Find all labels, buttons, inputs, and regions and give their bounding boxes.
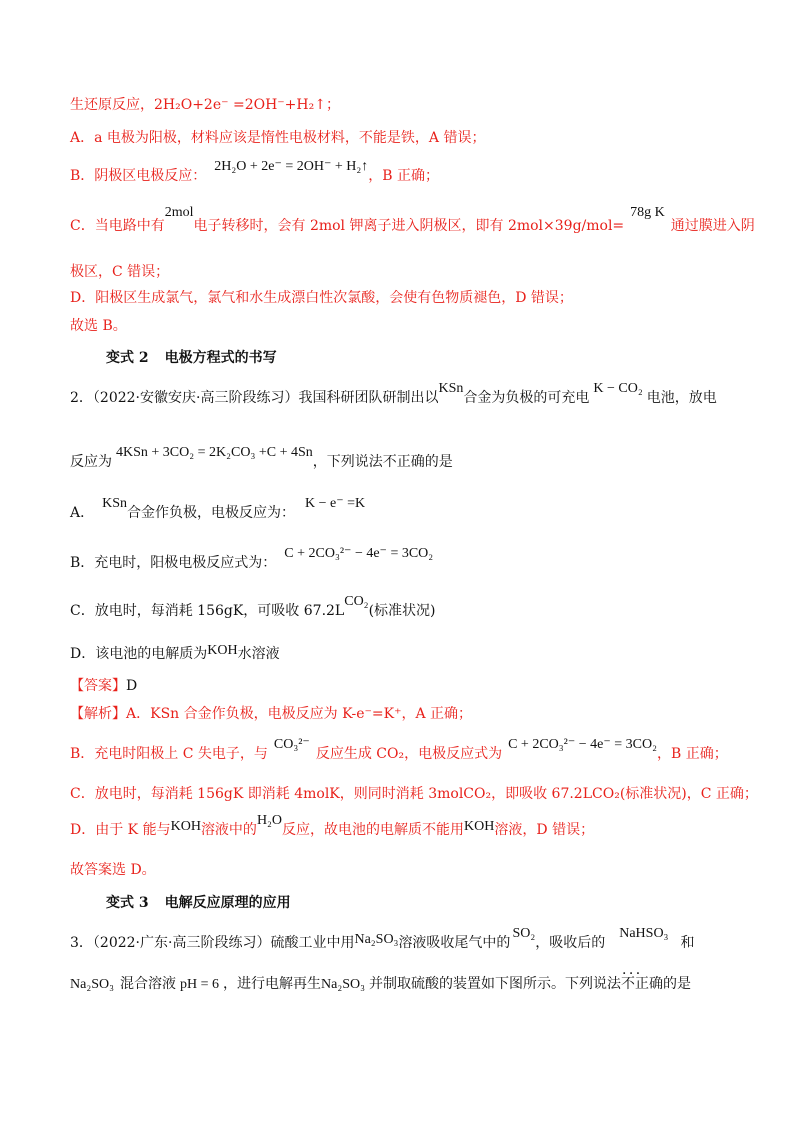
question-3-text9: 的是 xyxy=(662,976,691,992)
q2-option-c-text: C．放电时，每消耗 156gK，可吸收 67.2L xyxy=(70,603,345,619)
question-2-option-d xyxy=(70,644,280,665)
q2-option-b-text: B．充电时，阳极电极反应式为： xyxy=(70,555,277,571)
option-b-prefix: B． xyxy=(70,168,95,184)
question-3-text6: ，进行电解再生 xyxy=(223,976,321,992)
question-3-text7: 并制取硫酸的装置如下图所示。下列说法 xyxy=(368,976,621,992)
section-2-title: 电极方程式的书写 xyxy=(164,350,277,366)
question-3-text2: 溶液吸收尾气中的 xyxy=(398,935,511,951)
question-2-source: （2022·安徽安庆·高三阶段练习）我国科研团队研制出以 xyxy=(92,390,439,406)
analysis-d-formula-3: KOH xyxy=(464,819,495,834)
analysis-b-formula-1: CO₃²⁻ xyxy=(273,737,310,752)
question-3-text4: 和 xyxy=(680,935,695,951)
analysis-b-formula-2: C + 2CO₃²⁻ − 4e⁻ = 3CO₂ xyxy=(508,737,657,752)
q2-option-a-formula: K − e⁻ =K xyxy=(305,496,366,511)
q2-option-a-prefix: A． xyxy=(70,505,95,521)
question-2-text1: 合金为负极的可充电 xyxy=(463,390,590,406)
q2-option-b-formula: C + 2CO₃²⁻ − 4e⁻ = 3CO₂ xyxy=(284,546,434,561)
analysis-line-a xyxy=(70,704,472,724)
solution-option-b xyxy=(70,159,440,187)
analysis-d-formula-2: H₂O xyxy=(256,813,283,828)
question-3-stem-cont xyxy=(70,974,691,995)
q2-option-c-formula: CO₂ xyxy=(344,594,369,609)
option-c-text2: 电子转移时，会有 2mol 钾离子进入阴极区，即有 2mol×39g/mol= xyxy=(193,218,625,234)
question-3-number: 3． xyxy=(70,935,93,951)
q3-formula-so2: SO₂ xyxy=(512,926,536,941)
analysis-d-text4: 溶液，D 错误； xyxy=(494,822,595,838)
q2-option-d-text2: 水溶液 xyxy=(237,646,280,662)
option-a-text: a 电极为阳极，材料应该是惰性电极材料，不能是铁，A 错误； xyxy=(94,130,486,146)
formula-ksn: KSn xyxy=(438,381,464,396)
question-3-text3: ，吸收后的 xyxy=(535,935,606,951)
section-3-header xyxy=(106,893,291,913)
analysis-line-b xyxy=(70,737,728,765)
question-2-option-c xyxy=(70,594,436,622)
question-2-number: 2． xyxy=(70,390,93,406)
section-2-header xyxy=(106,348,277,368)
question-2-option-b xyxy=(70,546,434,574)
question-3-text5: 混合溶液 xyxy=(119,976,176,992)
analysis-conclusion: 故答案选 D。 xyxy=(70,862,156,878)
formula-k-co2: K − CO₂ xyxy=(593,381,643,396)
solution-option-a xyxy=(70,128,485,148)
question-2-text2: 电池，放电 xyxy=(646,390,717,406)
solution-option-c xyxy=(70,205,755,237)
q2-option-a-formula-ksn: KSn xyxy=(102,496,128,511)
answer-value: D xyxy=(126,678,138,694)
analysis-d-text1: D．由于 K 能与 xyxy=(70,822,171,838)
analysis-b-text1: B．充电时阳极上 C 失电子，与 xyxy=(70,746,268,762)
option-c-text3: 通过膜进入阴 xyxy=(670,218,755,234)
solution-conclusion: 故选 B。 xyxy=(70,318,127,334)
question-3-stem xyxy=(70,926,695,954)
q2-option-a-text: 合金作负极，电极反应为： xyxy=(127,505,296,521)
option-b-tail: ，B 正确； xyxy=(368,168,440,184)
question-3-text1: （2022·广东·高三阶段练习）硫酸工业中用 xyxy=(92,935,355,951)
section-2-label: 变式 2 xyxy=(106,350,149,366)
answer-line xyxy=(70,676,137,696)
analysis-line-c: C．放电时，每消耗 156gK 即消耗 4molK，则同时消耗 3molCO₂，即吸收 67.2LCO₂(标准状况)，C 正确； xyxy=(70,786,758,802)
section-3-title: 电解反应原理的应用 xyxy=(164,895,291,911)
question-2-option-a xyxy=(70,496,366,524)
question-2-stem xyxy=(70,381,717,409)
q2-option-c-text2: (标准状况) xyxy=(368,603,436,619)
q3-formula-na2so3-3: Na₂SO₃ xyxy=(321,977,365,992)
option-c-text1: C．当电路中有 xyxy=(70,218,165,234)
option-c-formula-2: 78g K xyxy=(630,205,665,220)
formula-reaction: 4KSn + 3CO₂ = 2K₂CO₃ +C + 4Sn xyxy=(116,445,313,460)
q3-formula-na2so3-1: Na₂SO₃ xyxy=(354,932,399,947)
option-c-formula-1: 2mol xyxy=(164,205,194,220)
q3-formula-na2so3-2: Na₂SO₃ xyxy=(70,977,114,992)
q3-emphasized-text: · · 不正确 xyxy=(621,976,663,992)
option-a-prefix: A． xyxy=(70,130,95,146)
question-2-text4: ，下列说法不正确的是 xyxy=(312,454,453,470)
q2-option-d-text: D．该电池的电解质为 xyxy=(70,646,208,662)
section-3-label: 变式 3 xyxy=(106,895,149,911)
analysis-b-text3: ，B 正确； xyxy=(656,746,728,762)
solution-line-1: 生还原反应，2H₂O+2e⁻ =2OH⁻+H₂↑； xyxy=(70,97,340,113)
analysis-d-text3: 反应，故电池的电解质不能用 xyxy=(282,822,465,838)
analysis-d-text2: 溶液中的 xyxy=(200,822,257,838)
q2-option-d-formula: KOH xyxy=(207,643,238,658)
q3-formula-nahso3: NaHSO₃ xyxy=(619,926,669,941)
solution-option-c-cont: 极区，C 错误； xyxy=(70,264,170,280)
analysis-d-formula-1: KOH xyxy=(170,819,201,834)
option-b-formula: 2H₂O + 2e⁻ = 2OH⁻ + H₂↑ xyxy=(214,159,369,174)
analysis-b-text2: 反应生成 CO₂，电极反应式为 xyxy=(315,746,503,762)
option-b-text: 阴极区电极反应： xyxy=(94,168,207,184)
solution-option-d: D．阳极区生成氯气，氯气和水生成漂白性次氯酸，会使有色物质褪色，D 错误； xyxy=(70,290,573,306)
analysis-label: 【解析】 xyxy=(70,706,126,722)
question-2-stem-cont xyxy=(70,445,453,473)
q3-formula-ph: pH = 6 xyxy=(179,977,219,992)
answer-label: 【答案】 xyxy=(70,678,126,694)
analysis-line-d xyxy=(70,813,595,841)
question-2-text3: 反应为 xyxy=(70,454,112,470)
analysis-a-text: A．KSn 合金作负极，电极反应为 K-e⁻=K⁺，A 正确； xyxy=(126,706,473,722)
